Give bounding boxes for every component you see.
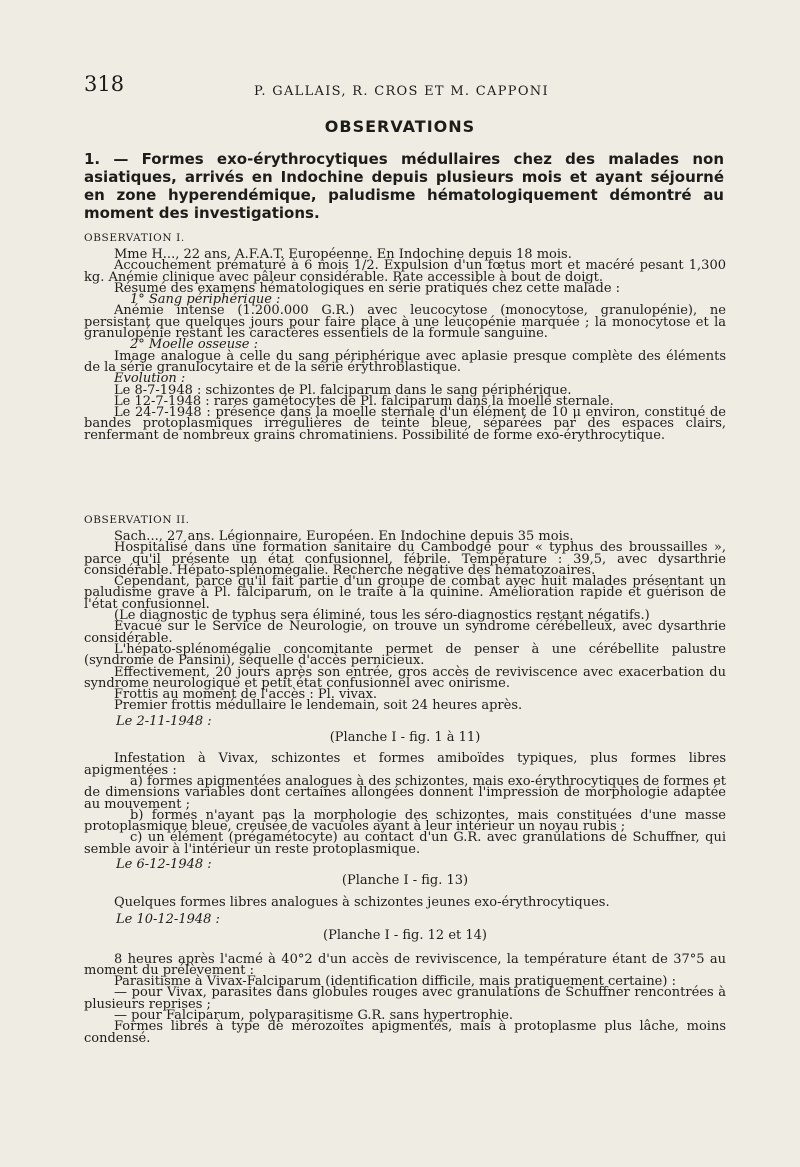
figure-reference: (Planche I - fig. 13) [341, 873, 469, 889]
date-line: Le 2-11-1948 : [116, 713, 212, 729]
paragraph: Le 8-7-1948 : schizontes de Pl. falciparum dans le sang périphérique. [114, 382, 572, 398]
page-number: 318 [84, 72, 125, 96]
figure-reference: (Planche I - fig. 12 et 14) [323, 928, 487, 944]
observation-1-body [84, 249, 726, 441]
paragraph: L'hépato-splénomégalie concomitante permet de penser à une cérébellite palustre (syndrome de Pansini), séquelle d'accès pernicieux. [84, 641, 726, 669]
observation-2-heading: OBSERVATION II. [84, 514, 190, 526]
paragraph: Accouchement prématuré à 6 mois 1/2. Expulsion d'un fœtus mort et macéré pesant 1,300 kg. Anémie clinique avec pâleur considérable. Rate accessible à bout de doigt. [84, 258, 726, 285]
paragraph: Quelques formes libres analogues à schizontes jeunes exo-érythrocytiques. [114, 894, 610, 910]
paragraph: Parasitisme à Vivax-Falciparum (identification difficile, mais pratiquement certaine) : [114, 974, 676, 990]
subheading: Evolution : [114, 371, 186, 387]
paragraph: Le 24-7-1948 : présence dans la moelle sternale d'un élément de 10 μ environ, constitué de bandes protoplasmiques irrégulières de teinte bleue, séparées par des espaces clairs, renfermant de nombreux grains chromatiniens. Possibilité de forme exo-érythrocytique. [84, 405, 726, 443]
subheading: 2° Moelle osseuse : [130, 337, 258, 353]
paragraph: Premier frottis médullaire le lendemain, soit 24 heures après. [114, 698, 523, 714]
paragraph: Image analogue à celle du sang périphérique avec aplasie presque complète des éléments de la série granulocytaire et de la série érythroblastique. [84, 348, 726, 375]
paragraph: Cependant, parce qu'il fait partie d'un groupe de combat avec huit malades présentant un paludisme grave à Pl. falciparum, on le traite à la quinine. Amélioration rapide et guérison de l'état confusionnel. [84, 574, 726, 612]
running-header [84, 72, 734, 98]
figure-reference: (Planche I - fig. 1 à 11) [329, 730, 481, 746]
paragraph: 8 heures après l'acmé à 40°2 d'un accès de reviviscence, la température étant de 37°5 au moment du prélèvement : [84, 951, 726, 978]
paragraph: Mme H..., 22 ans, A.F.A.T. Européenne. En Indochine depuis 18 mois. [114, 247, 572, 262]
list-item: b) formes n'ayant pas la morphologie des schizontes, mais constituées d'une masse protoplasmique bleue, creusée de vacuoles ayant à leur intérieur un noyau rubis ; [84, 807, 726, 835]
paragraph: Anémie intense (1.200.000 G.R.) avec leucocytose (monocytose, granulopénie), ne persistant que quelques jours pour faire place à une leucopénie marquée ; la monocytose et la granulopénie restant les caractères essentiels de la formule sanguine. [84, 303, 726, 342]
paragraph: Evacué sur le Service de Neurologie, on trouve un syndrome cérébelleux, avec dysarthrie considérable. [84, 619, 726, 646]
paragraph: Le 12-7-1948 : rares gamétocytes de Pl. falciparum dans la moelle sternale. [114, 393, 614, 409]
paragraph: Résumé des examens hématologiques en série pratiqués chez cette malade : [114, 280, 621, 296]
paragraph: Infestation à Vivax, schizontes et formes amiboïdes typiques, plus formes libres apigmentées : [84, 751, 726, 778]
paragraph: — pour Vivax, parasites dans globules rouges avec granulations de Schuffner rencontrées à plusieurs reprises ; [84, 985, 726, 1012]
observation-1-heading: OBSERVATION I. [84, 232, 185, 244]
date-line: Le 6-12-1948 : [116, 857, 212, 873]
paragraph: Hospitalisé dans une formation sanitaire du Cambodge pour « typhus des broussailles », parce qu'il présente un état confusionnel, fébrile. Température : 39,5, avec dysarthrie considérable. Hépato-splénomégalie. Recherche négative des hématozoaires. [84, 540, 726, 578]
paragraph: Formes libres à type de mérozoïtes apigmentés, mais à protoplasme plus lâche, moins condensé. [84, 1019, 726, 1046]
paragraph: (Le diagnostic de typhus sera éliminé, tous les séro-diagnostics restant négatifs.) [114, 608, 650, 624]
paragraph: Effectivement, 20 jours après son entrée, gros accès de reviviscence avec exacerbation du syndrome neurologique et petit état confusionnel avec onirisme. [84, 664, 726, 691]
paragraph: — pour Falciparum, polyparasitisme G.R. sans hypertrophie. [114, 1007, 514, 1023]
observation-2-body [84, 531, 726, 1044]
paragraph: Sach..., 27 ans. Légionnaire, Européen. En Indochine depuis 35 mois. [114, 529, 574, 544]
date-line: Le 10-12-1948 : [116, 911, 220, 927]
list-item: a) formes apigmentées analogues à des schizontes, mais exo-érythrocytiques de formes et de dimensions variables dont certaines allongées donnent l'impression de morphologie adaptée au mouvement ; [84, 773, 726, 812]
subheading: 1° Sang périphérique : [130, 292, 281, 308]
list-item: c) un élément (prégamétocyte) au contact d'un G.R. avec granulations de Schuffner, qui semble avoir à l'intérieur un reste protoplasmique. [84, 830, 726, 857]
subsection-heading: 1. — Formes exo-érythrocytiques médullaires chez des malades non asiatiques, arrivés en Indochine depuis plusieurs mois et ayant séjourné en zone hyperendémique, paludisme hématologiquement démontré au moment des investigations. [84, 150, 724, 222]
running-authors: P. GALLAIS, R. CROS ET M. CAPPONI [254, 84, 549, 99]
section-title: OBSERVATIONS [324, 117, 476, 136]
paragraph: Frottis au moment de l'accès : Pl. vivax. [114, 687, 378, 703]
